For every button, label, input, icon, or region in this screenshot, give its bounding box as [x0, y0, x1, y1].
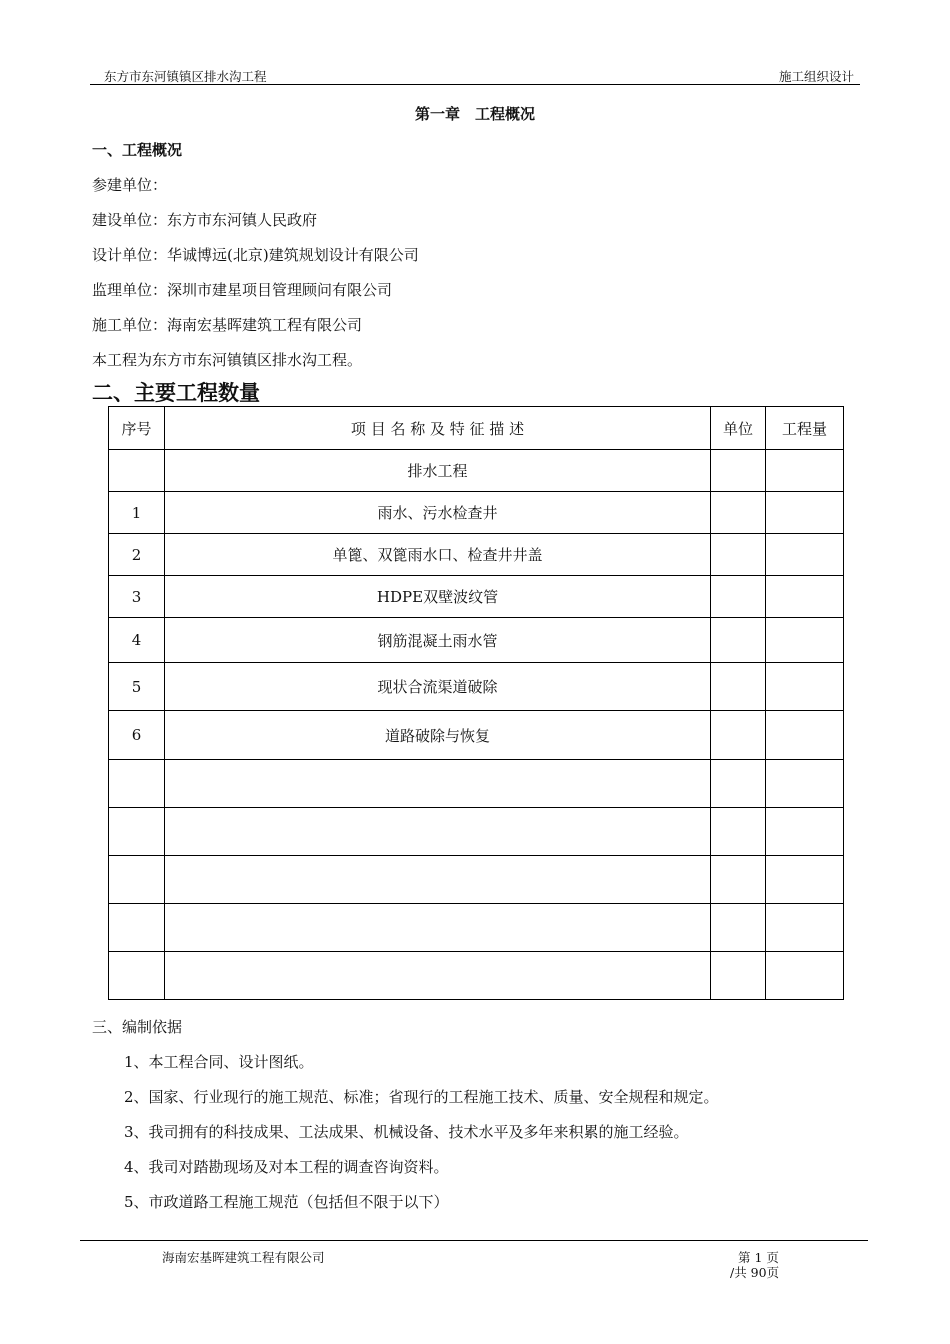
col-header-description: 项 目 名 称 及 特 征 描 述 [165, 407, 711, 450]
cell-no: 4 [109, 618, 165, 663]
cell-no: 5 [109, 663, 165, 711]
table-row [109, 904, 844, 952]
table-row [109, 952, 844, 1000]
table-row [109, 618, 844, 663]
cell-description [165, 952, 711, 1000]
cell-description: HDPE双壁波纹管 [165, 576, 711, 618]
col-header-no: 序号 [109, 407, 165, 450]
table-row [109, 808, 844, 856]
section3-title: 三、编制依据 [92, 1018, 183, 1036]
cell-description: 排水工程 [165, 450, 711, 492]
section1-title: 一、工程概况 [92, 141, 183, 159]
cell-description [165, 760, 711, 808]
basis-item: 3、我司拥有的科技成果、工法成果、机械设备、技术水平及多年来积累的施工经验。 [124, 1123, 689, 1141]
project-statement: 本工程为东方市东河镇镇区排水沟工程。 [92, 351, 363, 369]
cell-description: 道路破除与恢复 [165, 711, 711, 760]
cell-no [109, 450, 165, 492]
cell-no: 1 [109, 492, 165, 534]
cell-unit [711, 450, 766, 492]
basis-item: 5、市政道路工程施工规范（包括但不限于以下） [124, 1193, 449, 1211]
cell-quantity [766, 618, 844, 663]
cell-no [109, 808, 165, 856]
chapter-title: 第一章 工程概况 [414, 105, 535, 123]
cell-description: 现状合流渠道破除 [165, 663, 711, 711]
cell-description: 雨水、污水检查井 [165, 492, 711, 534]
construction-unit: 施工单位：海南宏基晖建筑工程有限公司 [92, 316, 363, 334]
cell-no: 2 [109, 534, 165, 576]
cell-quantity [766, 576, 844, 618]
footer-total-pages: /共 90页 [730, 1265, 780, 1280]
cell-description [165, 904, 711, 952]
cell-no: 3 [109, 576, 165, 618]
table-row [109, 492, 844, 534]
header-project-name: 东方市东河镇镇区排水沟工程 [104, 69, 267, 84]
table-row [109, 663, 844, 711]
cell-quantity [766, 904, 844, 952]
cell-quantity [766, 856, 844, 904]
cell-description [165, 808, 711, 856]
basis-item: 4、我司对踏勘现场及对本工程的调查咨询资料。 [124, 1158, 449, 1176]
table-row [109, 450, 844, 492]
cell-unit [711, 663, 766, 711]
cell-description: 单篦、双篦雨水口、检查井井盖 [165, 534, 711, 576]
cell-quantity [766, 663, 844, 711]
col-header-unit: 单位 [711, 407, 766, 450]
cell-no [109, 904, 165, 952]
supervision-unit: 监理单位：深圳市建星项目管理顾问有限公司 [92, 281, 393, 299]
cell-no [109, 760, 165, 808]
footer-divider [80, 1240, 868, 1241]
cell-unit [711, 952, 766, 1000]
design-unit: 设计单位：华诚博远(北京)建筑规划设计有限公司 [92, 246, 419, 264]
owner-unit: 建设单位：东方市东河镇人民政府 [92, 211, 318, 229]
page-header [90, 64, 860, 85]
cell-unit [711, 808, 766, 856]
cell-unit [711, 618, 766, 663]
section2-title: 二、主要工程数量 [92, 381, 260, 405]
cell-description: 钢筋混凝土雨水管 [165, 618, 711, 663]
cell-no [109, 952, 165, 1000]
basis-item: 1、本工程合同、设计图纸。 [124, 1053, 314, 1071]
cell-unit [711, 760, 766, 808]
basis-item: 2、国家、行业现行的施工规范、标准；省现行的工程施工技术、质量、安全规程和规定。 [124, 1088, 719, 1106]
cell-unit [711, 904, 766, 952]
table-header-row [109, 407, 844, 450]
cell-quantity [766, 952, 844, 1000]
cell-quantity [766, 534, 844, 576]
col-header-quantity: 工程量 [766, 407, 844, 450]
cell-no [109, 856, 165, 904]
cell-quantity [766, 808, 844, 856]
cell-quantity [766, 450, 844, 492]
cell-unit [711, 534, 766, 576]
table-row [109, 856, 844, 904]
cell-unit [711, 576, 766, 618]
cell-description [165, 856, 711, 904]
participants-label: 参建单位： [92, 176, 168, 194]
footer-page-number: 第 1 页 [738, 1250, 779, 1265]
cell-quantity [766, 711, 844, 760]
cell-unit [711, 856, 766, 904]
table-row [109, 534, 844, 576]
quantity-table [108, 406, 844, 1000]
table-row [109, 711, 844, 760]
cell-quantity [766, 760, 844, 808]
header-doc-type: 施工组织设计 [778, 69, 854, 84]
cell-unit [711, 492, 766, 534]
cell-unit [711, 711, 766, 760]
table-row [109, 760, 844, 808]
cell-quantity [766, 492, 844, 534]
cell-no: 6 [109, 711, 165, 760]
footer-company: 海南宏基晖建筑工程有限公司 [162, 1250, 325, 1265]
table-row [109, 576, 844, 618]
